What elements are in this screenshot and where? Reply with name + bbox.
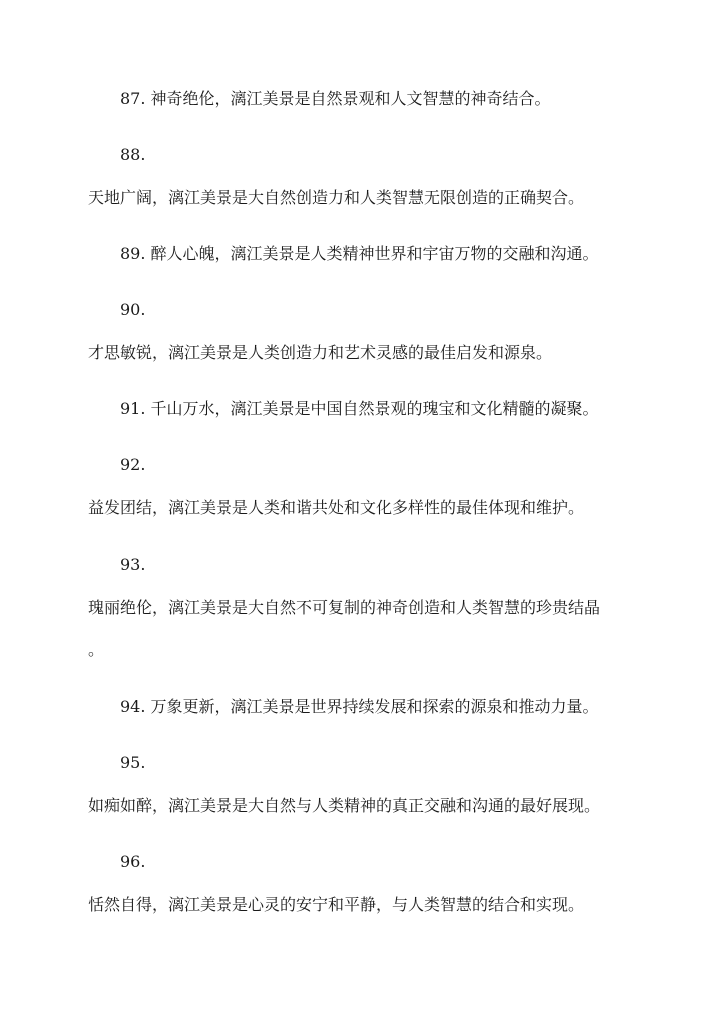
number-90: 90.	[120, 300, 146, 319]
paragraph-87: 87. 神奇绝伦，漓江美景是自然景观和人文智慧的神奇结合。	[120, 89, 551, 108]
number-96: 96.	[120, 852, 146, 871]
number-95: 95.	[120, 753, 146, 772]
paragraph-92: 益发团结，漓江美景是人类和谐共处和文化多样性的最佳体现和维护。	[88, 498, 585, 517]
paragraph-91: 91. 千山万水，漓江美景是中国自然景观的瑰宝和文化精髓的凝聚。	[120, 399, 599, 418]
paragraph-93: 瑰丽绝伦，漓江美景是大自然不可复制的神奇创造和人类智慧的珍贵结晶	[88, 598, 601, 617]
paragraph-94: 94. 万象更新，漓江美景是世界持续发展和探索的源泉和推动力量。	[120, 697, 599, 716]
number-88: 88.	[120, 145, 146, 164]
paragraph-88: 天地广阔，漓江美景是大自然创造力和人类智慧无限创造的正确契合。	[88, 188, 585, 207]
paragraph-93-continuation: 。	[88, 640, 105, 659]
number-93: 93.	[120, 555, 146, 574]
number-92: 92.	[120, 455, 146, 474]
paragraph-96: 恬然自得，漓江美景是心灵的安宁和平静，与人类智慧的结合和实现。	[88, 895, 585, 914]
paragraph-90: 才思敏锐，漓江美景是人类创造力和艺术灵感的最佳启发和源泉。	[88, 343, 553, 362]
paragraph-95: 如痴如醉，漓江美景是大自然与人类精神的真正交融和沟通的最好展现。	[88, 796, 601, 815]
paragraph-89: 89. 醉人心魄，漓江美景是人类精神世界和宇宙万物的交融和沟通。	[120, 244, 599, 263]
